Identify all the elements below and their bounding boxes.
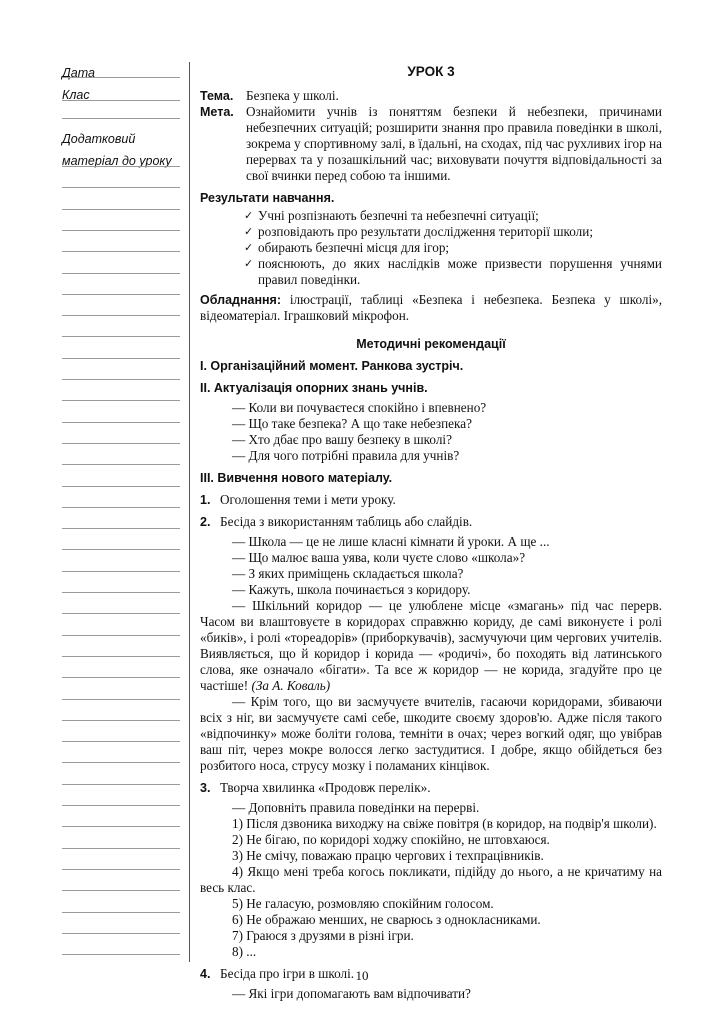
step-text: Бесіда з використанням таблиць або слайдів. [220, 514, 473, 529]
margin-rule [62, 613, 180, 614]
margin-rule [62, 100, 180, 101]
margin-rule [62, 358, 180, 359]
step-1 [200, 492, 662, 508]
result-item: ✓ обирають безпечні місця для ігор; [244, 240, 662, 256]
task-intro: — Доповніть правила поведінки на перерві. [232, 800, 480, 815]
goal-row [200, 104, 662, 184]
margin-rule [62, 912, 180, 913]
step-text: Творча хвилинка «Продовж перелік». [220, 780, 431, 795]
margin-rule [62, 848, 180, 849]
margin-rule [62, 826, 180, 827]
topic-text: Безпека у школі. [246, 88, 339, 103]
margin-rule [62, 869, 180, 870]
goal-text: Ознайомити учнів із поняттям безпеки й небезпеки, причинами небезпечних ситуацій; розширити знання про правила поведінки в школі, зокрема у спортивному залі, в їдальні, на сходах, під час рухливих ігор на перервах та у позашкільний час; виховувати почуття відповідальності за свої вчинки перед собою та іншими. [246, 104, 662, 183]
step-text: Бесіда про ігри в школі. [220, 966, 355, 981]
dialogue-line: — Що малює ваша уява, коли чуєте слово «школа»? [232, 550, 526, 565]
health-paragraph: — Крім того, що ви засмучуєте вчителів, гасаючи коридорами, збиваючи всіх з ніг, ви засмучуєте самі себе, шкодите своєму здоров'ю. Адже після такого «відпочинку» може боліти голова, темніти в очах; через вогкий одяг, що увібрав ваш піт, через мокре волосся легко застудитися. І добре, якщо обійдеться без розбитого носа, струсу мозку і поламаних кінцівок. [200, 694, 662, 773]
result-item: ✓ Учні розпізнають безпечні та небезпечні ситуації; [244, 208, 662, 224]
corridor-text: — Шкільний коридор — це улюблене місце «змагань» під час перерв. Часом ви влаштовуєте в коридорах справжню кориду, де самі виконуєте і ролі «биків», і ролі «тореадорів» (приборкувачів), засмучуючи цим чергових учителів. Виявляється, що й коридор і корида — «родичі», бо походять від латинського слова, яке означало «бігати». Та все ж коридор — не корида, згадуйте про це частіше! [200, 598, 662, 693]
class-label: Клас [62, 88, 90, 102]
question-line: — Які ігри допомагають вам відпочивати? [232, 986, 471, 1001]
step-text: Оголошення теми і мети уроку. [220, 492, 396, 507]
stage-1-heading: I. Організаційний момент. Ранкова зустріч. [200, 359, 464, 373]
lesson-content [200, 64, 662, 1002]
margin-rule [62, 336, 180, 337]
margin-rule [62, 699, 180, 700]
margin-rule [62, 443, 180, 444]
method-title: Методичні рекомендації [356, 337, 506, 351]
question-line: — Хто дбає про вашу безпеку в школі? [232, 432, 452, 447]
result-item: ✓ пояснюють, до яких наслідків може призвести порушення учнями правил поведінки. [244, 256, 662, 288]
margin-rule [62, 592, 180, 593]
topic-row [200, 88, 662, 104]
margin-rule [62, 954, 180, 955]
margin-rule [62, 486, 180, 487]
step-number: 4. [200, 967, 211, 981]
step-3 [200, 780, 662, 796]
margin-rule [62, 720, 180, 721]
date-label: Дата [62, 66, 95, 80]
behavior-rule: 6) Не ображаю менших, не сварюсь з однокласниками. [232, 912, 541, 927]
margin-rule [62, 784, 180, 785]
equipment-label: Обладнання: [200, 293, 282, 307]
margin-rule [62, 251, 180, 252]
margin-rule [62, 187, 180, 188]
margin-rule [62, 209, 180, 210]
step-number: 3. [200, 781, 211, 795]
margin-rule [62, 933, 180, 934]
extra-material-label-line1: Додатковий [62, 132, 136, 146]
behavior-rule: 3) Не смічу, поважаю працю чергових і техпрацівників. [232, 848, 544, 863]
equipment-text: ілюстрації, таблиці «Безпека і небезпека. Безпека у школі», відеоматеріал. Іграшковий мікрофон. [200, 292, 663, 323]
margin-rule [62, 273, 180, 274]
margin-rule [62, 571, 180, 572]
stage-3-heading: III. Вивчення нового матеріалу. [200, 471, 393, 485]
margin-rule [62, 230, 180, 231]
margin-rule [62, 118, 180, 119]
step-number: 1. [200, 493, 211, 507]
margin-rule [62, 294, 180, 295]
margin-rule [62, 166, 180, 167]
step-number: 2. [200, 515, 211, 529]
margin-rule [62, 507, 180, 508]
source-citation: (За А. Коваль) [251, 678, 331, 693]
results-heading: Результати навчання. [200, 191, 335, 205]
goal-label: Мета. [200, 105, 234, 119]
behavior-rule: 1) Після дзвоника виходжу на свіже повітря (в коридор, на подвір'я школи). [232, 816, 657, 831]
margin-rule [62, 635, 180, 636]
margin-rule [62, 400, 180, 401]
step-2 [200, 514, 662, 530]
margin-rule [62, 379, 180, 380]
behavior-rule: 5) Не галасую, розмовляю спокійним голосом. [232, 896, 494, 911]
margin-rule [62, 762, 180, 763]
behavior-rule: 8) ... [232, 944, 257, 959]
margin-rule [62, 464, 180, 465]
question-line: — Для чого потрібні правила для учнів? [232, 448, 460, 463]
behavior-rule: 4) Якщо мені треба когось покликати, підійду до нього, а не кричатиму на весь клас. [200, 864, 662, 895]
margin-rule [62, 677, 180, 678]
question-line: — Коли ви почуваєтеся спокійно і впевнено? [232, 400, 487, 415]
results-list [200, 208, 662, 288]
margin-rule [62, 656, 180, 657]
dialogue-line: — Школа — це не лише класні кімнати й уроки. А ще ... [232, 534, 550, 549]
margin-divider [189, 62, 190, 962]
margin-rule [62, 315, 180, 316]
result-item: ✓ розповідають про результати дослідження території школи; [244, 224, 662, 240]
behavior-rule: 7) Граюся з друзями в різні ігри. [232, 928, 414, 943]
margin-rule [62, 422, 180, 423]
corridor-paragraph [200, 598, 662, 694]
dialogue-line: — Кажуть, школа починається з коридору. [232, 582, 471, 597]
dialogue-line: — З яких приміщень складається школа? [232, 566, 464, 581]
stage-2-heading: II. Актуалізація опорних знань учнів. [200, 381, 428, 395]
behavior-rule: 2) Не бігаю, по коридорі ходжу спокійно, не штовхаюся. [232, 832, 550, 847]
question-line: — Що таке безпека? А що таке небезпека? [232, 416, 472, 431]
margin-rule [62, 549, 180, 550]
extra-material-label-line2: матеріал до уроку [62, 154, 172, 168]
margin-rule [62, 77, 180, 78]
topic-label: Тема. [200, 89, 234, 103]
page-number: 10 [355, 968, 369, 983]
margin-rule [62, 805, 180, 806]
margin-rule [62, 741, 180, 742]
equipment-row [200, 292, 662, 324]
margin-rule [62, 528, 180, 529]
margin-rule [62, 890, 180, 891]
lesson-title: УРОК 3 [407, 64, 455, 79]
